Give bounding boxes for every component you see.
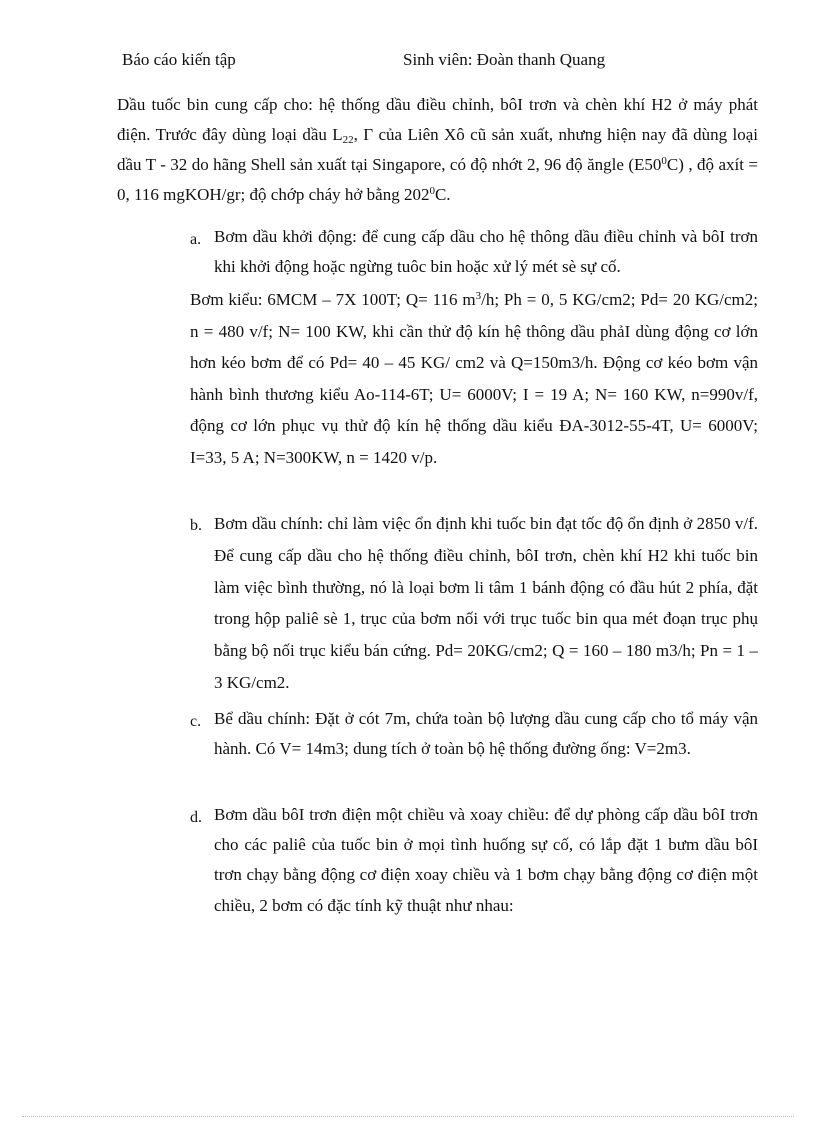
header-student-name: Sinh viên: Đoàn thanh Quang <box>403 50 606 69</box>
intro-paragraph <box>117 90 758 210</box>
intro-subscript: 22 <box>342 134 354 146</box>
intro-superscript-1: 0 <box>661 155 667 167</box>
list-marker-c: c. <box>190 713 202 730</box>
page-bottom-divider <box>22 1116 794 1117</box>
intro-superscript-2: 0 <box>429 185 435 197</box>
intro-text-2: , Γ của Liên Xô cũ sản xuất, nhưng hiện nay đã dùng loại dầu T - 32 do hãng Shell sản xuất tại Singapore, có độ nhớt 2, 96 độ ăngle (E50 <box>117 125 759 174</box>
intro-text-3: C) , độ axít = 0, 116 mgKOH/gr; độ chớp cháy hở bằng 202 <box>117 155 758 204</box>
intro-text-4: C. <box>434 185 451 204</box>
list-item-a-text: Bơm dầu khởi động: để cung cấp dầu cho hệ thông dầu điều chỉnh và bôI trơn khi khởi động hoặc ngừng tuôc bin hoặc xử lý mét sè sự cố. <box>214 227 758 276</box>
list-item-d <box>190 800 758 921</box>
pump-spec-text-1: Bơm kiểu: 6MCM – 7X 100T; Q= 116 m <box>190 290 476 309</box>
intro-text-1: Dầu tuốc bin cung cấp cho: hệ thống dầu điều chỉnh, bôI trơn và chèn khí H2 ở máy phát điện. Trước đây dùng loại dầu L <box>117 95 758 144</box>
list-marker-d: d. <box>190 809 202 826</box>
pump-spec-text-2: /h; Ph = 0, 5 KG/cm2; Pd= 20 KG/cm2; n = 480 v/f; N= 100 KW, khi cần thử độ kín hệ thông dầu phảI dùng động cơ lớn hơn kéo bơm để có Pd= 40 – 45 KG/ cm2 và Q=150m3/h. Động cơ kéo bơm vận hành bình thương kiểu Ao-114-6T; U= 6000V; I = 19 A; N= 160 KW, n=990v/f, động cơ lớn phục vụ thử độ kín hệ thống dầu kiểu ĐA-3012-55-4T, U= 6000V; I=33, 5 A; N=300KW, n = 1420 v/p. <box>190 290 758 467</box>
list-item-b-text: Bơm dầu chính: chỉ làm việc ổn định khi tuốc bin đạt tốc độ ổn định ở 2850 v/f. Để cung cấp dầu cho hệ thống điều chỉnh, bôI trơn, chèn khí H2 khi tuốc bin làm việc bình thường, nó là loại bơm li tâm 1 bánh động có đầu hút 2 phía, đặt trong hộp paliê sè 1, trục của bơm nối với trục tuốc bin qua mét đoạn trục phụ bằng bộ nối trục kiểu bán cứng. Pd= 20KG/cm2; Q = 160 – 180 m3/h; Pn = 1 – 3 KG/cm2. <box>214 514 758 692</box>
list-item-b <box>190 508 758 699</box>
list-item-a <box>190 222 758 282</box>
list-marker-b: b. <box>190 517 202 534</box>
header-report-title: Báo cáo kiến tập <box>122 50 236 69</box>
list-item-c <box>190 704 758 764</box>
list-item-c-text: Bể dầu chính: Đặt ở cót 7m, chứa toàn bộ lượng dầu cung cấp cho tổ máy vận hành. Có V= 14m3; dung tích ở toàn bộ hệ thống đường ống: V=2m3. <box>214 709 758 758</box>
list-item-d-text: Bơm dầu bôI trơn điện một chiều và xoay chiều: để dự phòng cấp dầu bôI trơn cho các paliê của tuốc bin ở mọi tình huống sự cố, có lắp đặt 1 bưm dầu bôI trơn chạy bằng động cơ điện xoay chiều và 1 bơm chạy bằng động cơ điện một chiều, 2 bơm có đặc tính kỹ thuật như nhau: <box>214 805 758 915</box>
pump-spec-paragraph <box>190 284 758 473</box>
pump-spec-superscript: 3 <box>475 290 482 302</box>
list-marker-a: a. <box>190 231 202 248</box>
